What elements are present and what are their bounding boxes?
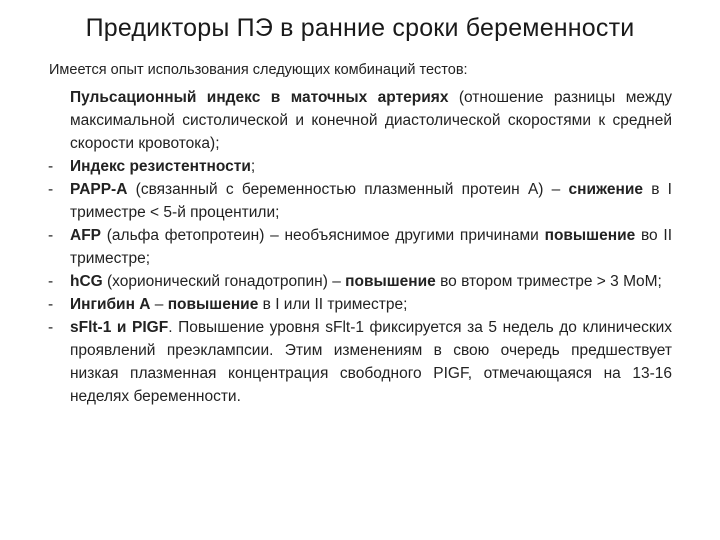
slide-title: Предикторы ПЭ в ранние сроки беременности	[85, 14, 635, 42]
item-dash: -	[48, 181, 54, 198]
item-bold: Индекс резистентности	[70, 158, 251, 175]
item-bold: Ингибин А	[70, 296, 151, 313]
item-text: (отношение разницы между максимальной систолической и конечной диастолической скоростями к средней скорости кровотока);	[70, 89, 672, 152]
item-text: (связанный с беременностью плазменный протеин А) –	[127, 181, 569, 198]
item-bold-2: повышение	[345, 273, 436, 290]
item-bold-2: повышение	[544, 227, 636, 244]
list-item	[48, 293, 672, 316]
list-item	[48, 178, 672, 224]
list-item	[48, 224, 672, 270]
list-item	[48, 270, 672, 293]
item-text: ;	[250, 158, 256, 175]
item-bold-2: повышение	[167, 296, 259, 313]
item-bold: sFlt-1 и PIGF	[70, 319, 169, 336]
item-text: . Повышение уровня sFlt-1 фиксируется за 5 недель до клинических проявлений преэклампсии. Этим изменениям в свою очередь предшествует низкая плазменная концентрация свободного PIGF, отмечающаяся на 13-16 неделях беременности.	[70, 319, 673, 405]
item-bold: PAPP-A	[70, 181, 128, 198]
item-text-2: в I или II триместре;	[258, 296, 408, 313]
item-bold-2: снижение	[568, 181, 643, 198]
item-dash: -	[48, 319, 54, 336]
list-item	[48, 316, 672, 408]
item-text-2: во II триместре;	[70, 227, 673, 267]
item-text: (альфа фетопротеин) – необъяснимое другими причинами	[101, 227, 545, 244]
item-bold: Пульсационный индекс в маточных артериях	[70, 89, 449, 106]
item-dash: -	[48, 158, 54, 175]
item-text-2: во втором триместре > 3 MoM;	[435, 273, 662, 290]
list-item	[48, 155, 672, 178]
item-dash: -	[48, 227, 54, 244]
item-text: (хорионический гонадотропин) –	[102, 273, 346, 290]
item-dash: -	[48, 273, 54, 290]
predictor-list	[48, 86, 672, 408]
item-bold: AFP	[70, 227, 101, 244]
item-text: –	[150, 296, 168, 313]
intro-text: Имеется опыт использования следующих комбинаций тестов:	[49, 62, 468, 78]
list-item	[48, 86, 672, 155]
item-dash: -	[48, 296, 54, 313]
item-text-2: в I триместре < 5-й процентили;	[70, 181, 672, 221]
item-bold: hCG	[70, 273, 103, 290]
